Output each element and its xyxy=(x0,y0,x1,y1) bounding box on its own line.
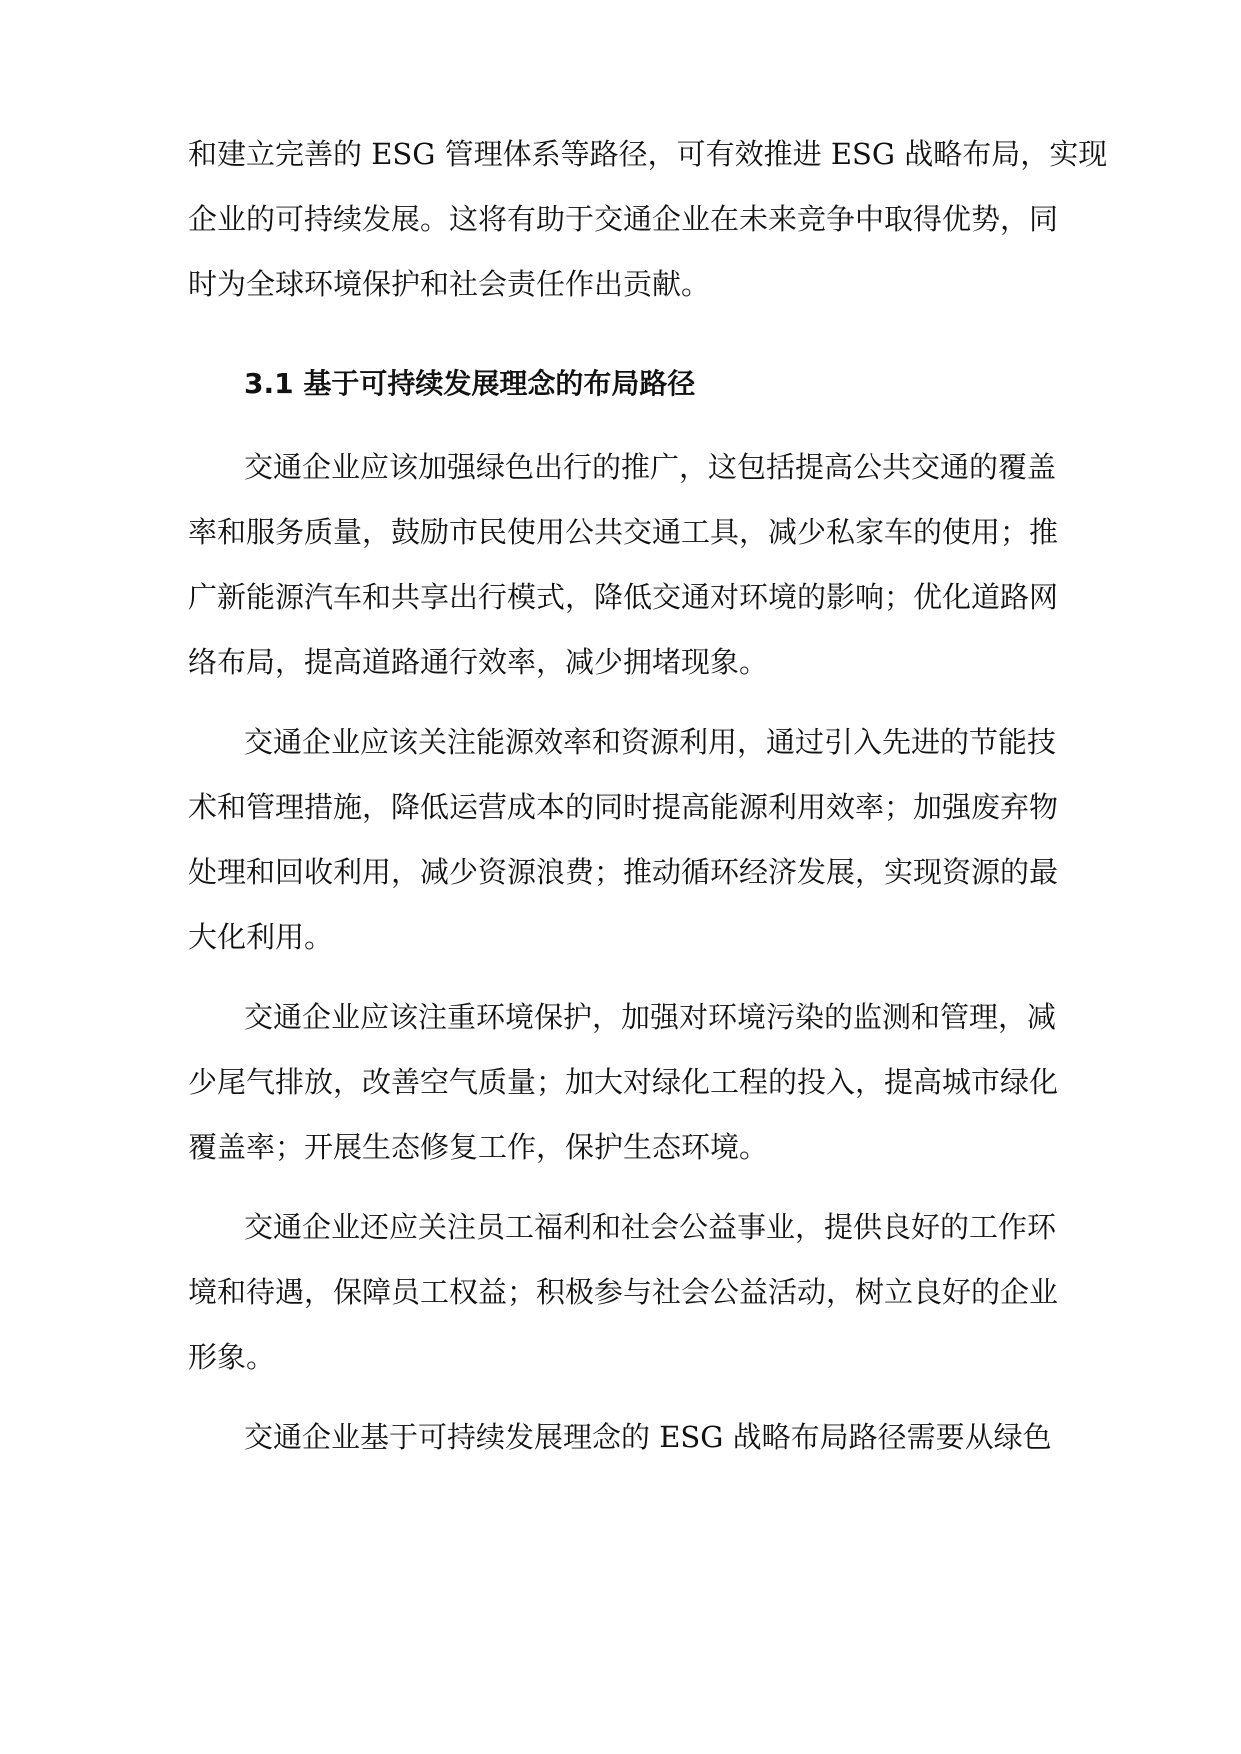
line-text: 交通企业应该关注能源效率和资源利用，通过引入先进的节能技 xyxy=(244,725,1057,759)
line-text: 处理和回收利用，减少资源浪费；推动循环经济发展，实现资源的最 xyxy=(188,855,1059,889)
paragraph-line xyxy=(0,712,1241,772)
paragraph-line xyxy=(0,907,1241,967)
paragraph-line xyxy=(0,1197,1241,1257)
line-text: 企业的可持续发展。这将有助于交通企业在未来竞争中取得优势，同 xyxy=(188,202,1059,236)
line-text: 广新能源汽车和共享出行模式，降低交通对环境的影响；优化道路网 xyxy=(188,580,1059,614)
line-text: 和建立完善的 ESG 管理体系等路径，可有效推进 ESG 战略布局，实现 xyxy=(188,137,1108,171)
paragraph-line xyxy=(0,777,1241,837)
intro-line xyxy=(0,124,1241,184)
paragraph-line xyxy=(0,987,1241,1047)
line-text: 络布局，提高道路通行效率，减少拥堵现象。 xyxy=(188,645,769,679)
line-text: 形象。 xyxy=(188,1340,276,1374)
line-text: 交通企业应该加强绿色出行的推广，这包括提高公共交通的覆盖 xyxy=(244,450,1057,484)
paragraph-line xyxy=(0,567,1241,627)
line-text: 覆盖率；开展生态修复工作，保护生态环境。 xyxy=(188,1130,769,1164)
paragraph-line xyxy=(0,1052,1241,1112)
paragraph-line xyxy=(0,1117,1241,1177)
paragraph-line xyxy=(0,842,1241,902)
line-text: 率和服务质量，鼓励市民使用公共交通工具，减少私家车的使用；推 xyxy=(188,515,1059,549)
line-text: 术和管理措施，降低运营成本的同时提高能源利用效率；加强废弃物 xyxy=(188,790,1059,824)
paragraph-line xyxy=(0,502,1241,562)
line-text: 交通企业还应关注员工福利和社会公益事业，提供良好的工作环 xyxy=(244,1210,1057,1244)
line-text: 交通企业应该注重环境保护，加强对环境污染的监测和管理，减 xyxy=(244,1000,1057,1034)
section-heading-text: 3.1 基于可持续发展理念的布局路径 xyxy=(244,367,696,400)
line-text: 少尾气排放，改善空气质量；加大对绿化工程的投入，提高城市绿化 xyxy=(188,1065,1059,1099)
paragraph-line xyxy=(0,1327,1241,1387)
paragraph-line xyxy=(0,632,1241,692)
intro-line xyxy=(0,254,1241,314)
paragraph-line xyxy=(0,437,1241,497)
paragraph-line xyxy=(0,1262,1241,1322)
line-text: 时为全球环境保护和社会责任作出贡献。 xyxy=(188,267,711,301)
line-text: 境和待遇，保障员工权益；积极参与社会公益活动，树立良好的企业 xyxy=(188,1275,1059,1309)
paragraph-line xyxy=(0,1407,1241,1467)
section-heading xyxy=(0,354,1241,414)
line-text: 大化利用。 xyxy=(188,920,334,954)
line-text: 交通企业基于可持续发展理念的 ESG 战略布局路径需要从绿色 xyxy=(244,1420,1052,1454)
intro-line xyxy=(0,189,1241,249)
